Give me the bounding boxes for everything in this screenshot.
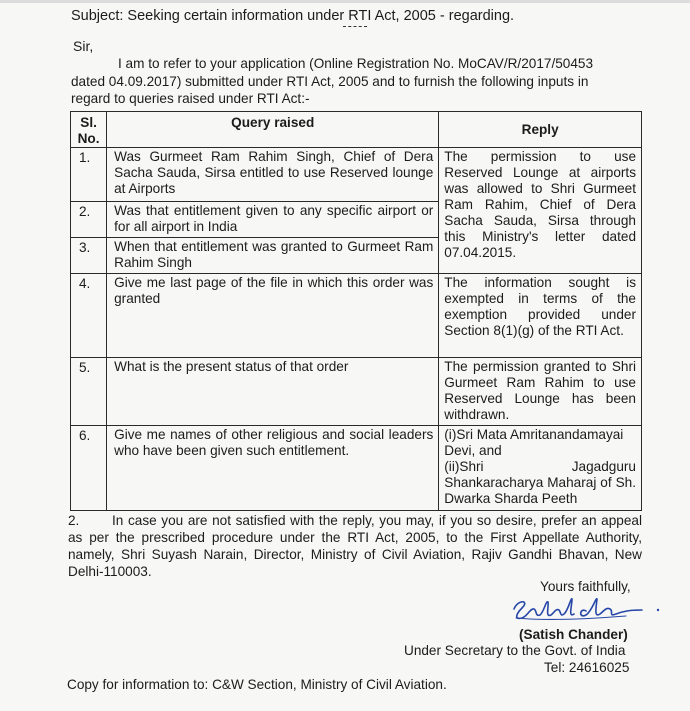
table-row bbox=[71, 358, 642, 426]
subject-line: Subject: Seeking certain information under RTI Act, 2005 - regarding. bbox=[71, 8, 515, 24]
signatory-telephone: Tel: 24616025 bbox=[544, 660, 630, 675]
rti-reply-table bbox=[70, 111, 642, 511]
appeal-text: In case you are not satisfied with the reply, you may, if you so desire, prefer an appeal as per the prescribed procedure under the RTI Act, 2005, to the First Appellate Authority, namely, Shri Suyash Narain, Director, Ministry of Civil Aviation, Rajiv Gandhi Bhavan, New Delhi-110003. bbox=[68, 513, 642, 579]
table-row bbox=[71, 274, 642, 358]
reply-cell-rows-1-3: The permission to use Reserved Lounge at airports was allowed to Shri Gurmeet Ram Rahim, Chief of Dera Sacha Sauda, Sirsa through this Ministry's letter dated 07.04.2015. bbox=[439, 148, 642, 274]
intro-line-2: dated 04.09.2017) submitted under RTI Act, 2005 and to furnish the following inputs in bbox=[71, 73, 589, 89]
salutation: Sir, bbox=[73, 38, 94, 54]
table-row bbox=[71, 148, 642, 202]
query-cell: Was Gurmeet Ram Rahim Singh, Chief of Dera Sacha Sauda, Sirsa entitled to use Reserved lounge at Airports bbox=[107, 148, 439, 202]
subject-underline bbox=[343, 26, 367, 27]
reply-cell-row-5: The permission granted to Shri Gurmeet Ram Rahim to use Reserved Lounge has been withdrawn. bbox=[439, 358, 642, 426]
header-query-raised: Query raised bbox=[107, 112, 439, 148]
table-row bbox=[71, 426, 642, 511]
handwritten-signature bbox=[508, 594, 668, 629]
copy-to: Copy for information to: C&W Section, Ministry of Civil Aviation. bbox=[67, 677, 447, 692]
sl-cell: 4. bbox=[71, 274, 107, 358]
intro-line-1: I am to refer to your application (Online Registration No. MoCAV/R/2017/50453 bbox=[118, 56, 594, 71]
signatory-name: (Satish Chander) bbox=[519, 627, 628, 642]
reply-cell-row-4: The information sought is exempted in terms of the exemption provided under Section 8(1)(g) of the RTI Act. bbox=[439, 274, 642, 358]
signatory-designation: Under Secretary to the Govt. of India bbox=[404, 643, 626, 658]
query-cell: Give me last page of the file in which this order was granted bbox=[107, 274, 439, 358]
query-cell: Give me names of other religious and social leaders who have been given such entitlement. bbox=[107, 426, 439, 511]
sl-cell: 6. bbox=[71, 426, 107, 511]
reply-6-line-2: (ii)Shri Jagadguru Shankaracharya Maharaj of Sh. Dwarka Sharda Peeth bbox=[444, 459, 636, 506]
query-cell: When that entitlement was granted to Gurmeet Ram Rahim Singh bbox=[107, 238, 439, 274]
sl-cell: 5. bbox=[71, 358, 107, 426]
reply-6-line-1: (i)Sri Mata Amritanandamayai Devi, and bbox=[444, 427, 624, 458]
intro-line-3: regard to queries raised under RTI Act:- bbox=[71, 91, 310, 106]
query-cell: What is the present status of that order bbox=[107, 358, 439, 426]
header-reply: Reply bbox=[439, 112, 642, 148]
scan-edge bbox=[0, 0, 690, 3]
sl-cell: 2. bbox=[71, 202, 107, 238]
reply-cell-row-6 bbox=[439, 426, 642, 511]
para-number: 2. bbox=[68, 513, 80, 528]
table-header-row bbox=[71, 112, 642, 148]
appeal-paragraph bbox=[68, 512, 642, 580]
closing: Yours faithfully, bbox=[540, 579, 631, 594]
query-cell: Was that entitlement given to any specific airport or for all airport in India bbox=[107, 202, 439, 238]
signature-scrawl bbox=[508, 594, 668, 624]
sl-cell: 1. bbox=[71, 148, 107, 202]
sl-cell: 3. bbox=[71, 238, 107, 274]
header-sl-no: Sl. No. bbox=[71, 112, 107, 148]
intro-paragraph bbox=[71, 55, 643, 108]
